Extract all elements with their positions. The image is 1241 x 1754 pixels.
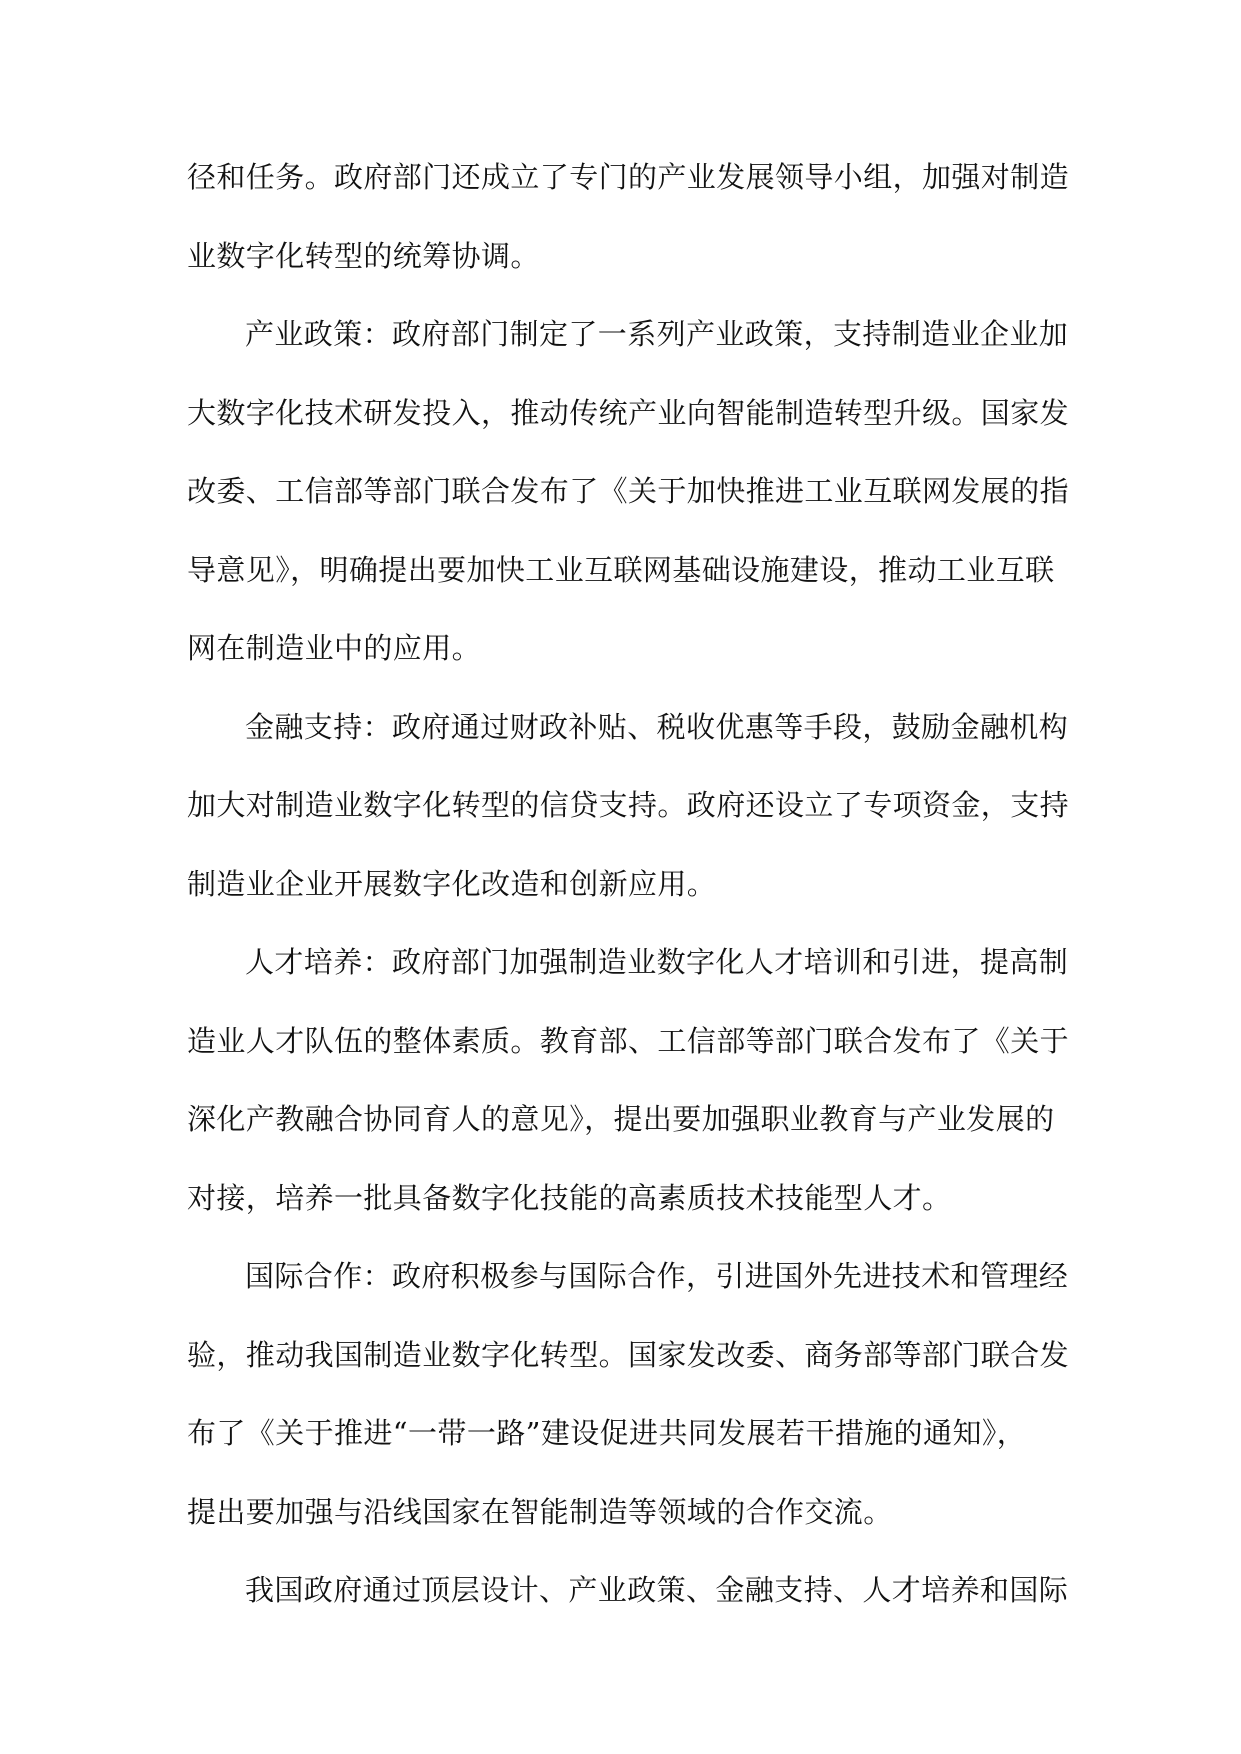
text-line: 导意见》，明确提出要加快工业互联网基础设施建设，推动工业互联 xyxy=(187,552,1055,587)
text-line: 网在制造业中的应用。 xyxy=(187,631,482,665)
paragraph-start-summary: 我国政府通过顶层设计、产业政策、金融支持、人才培养和国际 xyxy=(245,1573,1069,1607)
text-line: 深化产教融合协同育人的意见》，提出要加强职业教育与产业发展的 xyxy=(187,1102,1055,1136)
paragraph-start-industrial-policy: 产业政策：政府部门制定了一系列产业政策，支持制造业企业加 xyxy=(245,317,1069,351)
text-line: 业数字化转型的统筹协调。 xyxy=(187,238,540,273)
paragraph-start-talent-training: 人才培养：政府部门加强制造业数字化人才培训和引进，提高制 xyxy=(245,945,1069,979)
text-line: 大数字化技术研发投入，推动传统产业向智能制造转型升级。国家发 xyxy=(187,395,1070,430)
text-line: 制造业企业开展数字化改造和创新应用。 xyxy=(187,866,717,901)
text-line: 造业人才队伍的整体素质。教育部、工信部等部门联合发布了《关于 xyxy=(187,1023,1070,1058)
paragraph-start-financial-support: 金融支持：政府通过财政补贴、税收优惠等手段，鼓励金融机构 xyxy=(245,709,1069,744)
text-line: 径和任务。政府部门还成立了专门的产业发展领导小组，加强对制造 xyxy=(187,160,1070,194)
text-line: 布了《关于推进“一带一路”建设促进共同发展若干措施的通知》， xyxy=(187,1416,1027,1450)
text-line: 加大对制造业数字化转型的信贷支持。政府还设立了专项资金，支持 xyxy=(187,788,1070,822)
paragraph-start-international-cooperation: 国际合作：政府积极参与国际合作，引进国外先进技术和管理经 xyxy=(245,1259,1069,1293)
text-line: 提出要加强与沿线国家在智能制造等领域的合作交流。 xyxy=(187,1494,893,1529)
text-line: 改委、工信部等部门联合发布了《关于加快推进工业互联网发展的指 xyxy=(187,474,1070,508)
document-body xyxy=(187,138,1070,1630)
text-line: 对接，培养一批具备数字化技能的高素质技术技能型人才。 xyxy=(187,1180,952,1215)
text-line: 验，推动我国制造业数字化转型。国家发改委、商务部等部门联合发 xyxy=(187,1337,1070,1372)
